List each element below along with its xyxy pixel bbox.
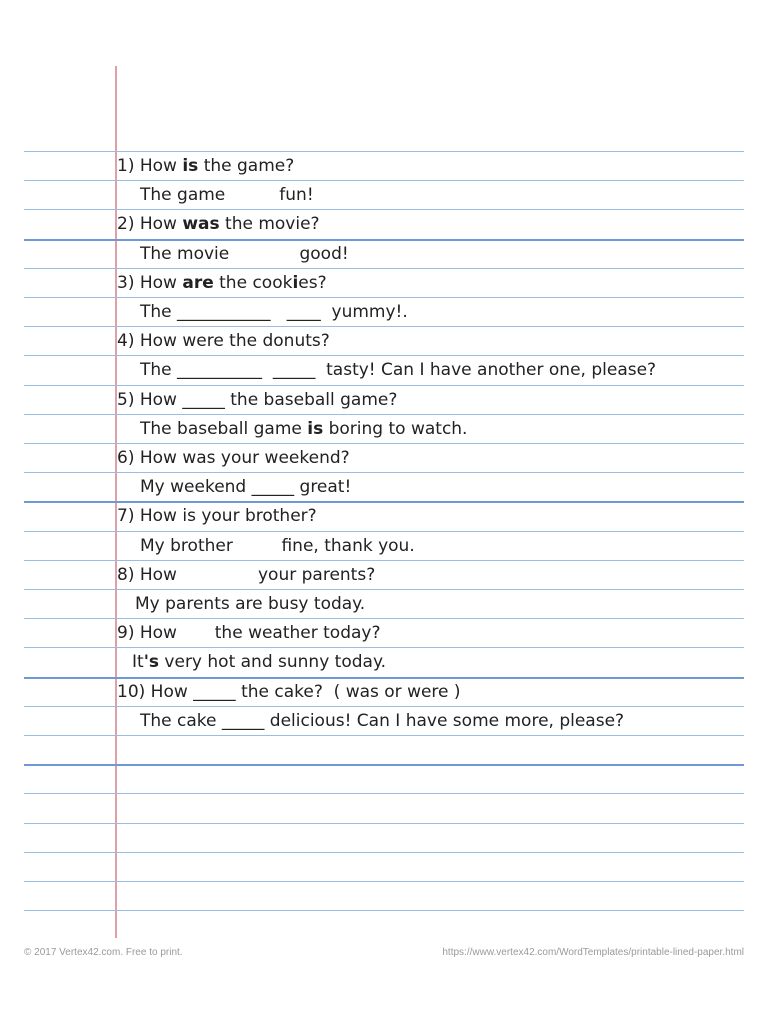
worksheet-line <box>140 474 351 500</box>
line-text: The ___________ ____ yummy!. <box>140 302 408 322</box>
ruled-line <box>24 531 744 532</box>
line-text: The cake _____ delicious! Can I have some more, please? <box>140 711 625 731</box>
line-text: 3) How <box>117 273 183 293</box>
ruled-line <box>24 764 744 766</box>
worksheet-line <box>117 503 317 529</box>
line-text: 7) How is your brother? <box>117 506 317 526</box>
emphasized-text: i <box>292 273 299 293</box>
ruled-line <box>24 180 744 181</box>
line-text: The game fun! <box>140 185 314 205</box>
worksheet-line <box>140 182 314 208</box>
ruled-line <box>24 793 744 794</box>
ruled-line <box>24 268 744 269</box>
ruled-line <box>24 414 744 415</box>
worksheet-line <box>117 620 381 646</box>
line-text: es? <box>298 273 327 293</box>
ruled-line <box>24 706 744 707</box>
worksheet-line <box>140 416 467 442</box>
line-text: 10) How _____ the cake? ( was or were ) <box>117 682 461 702</box>
worksheet-line <box>117 387 397 413</box>
worksheet-line <box>117 270 327 296</box>
line-text: 8) How your parents? <box>117 565 376 585</box>
ruled-line <box>24 239 744 241</box>
line-text: The __________ _____ tasty! Can I have another one, please? <box>140 360 657 380</box>
emphasized-text: is <box>182 156 199 176</box>
emphasized-text: was <box>182 214 220 234</box>
ruled-line <box>24 618 744 619</box>
line-text: very hot and sunny today. <box>159 652 386 672</box>
line-text: The movie good! <box>140 244 349 264</box>
worksheet-line <box>117 445 350 471</box>
ruled-line <box>24 823 744 824</box>
ruled-line <box>24 385 744 386</box>
footer-copyright: © 2017 Vertex42.com. Free to print. <box>24 947 183 958</box>
ruled-line <box>24 297 744 298</box>
emphasized-text: 's <box>143 652 160 672</box>
line-text: It <box>132 652 144 672</box>
ruled-line <box>24 910 744 911</box>
footer-url: https://www.vertex42.com/WordTemplates/printable-lined-paper.html <box>442 947 744 958</box>
line-text: the movie? <box>219 214 320 234</box>
emphasized-text: are <box>182 273 214 293</box>
line-text: My brother fine, thank you. <box>140 536 415 556</box>
line-text: the cook <box>213 273 293 293</box>
ruled-line <box>24 209 744 210</box>
ruled-line <box>24 560 744 561</box>
line-text: My weekend _____ great! <box>140 477 352 497</box>
ruled-line <box>24 472 744 473</box>
worksheet-line <box>140 357 656 383</box>
ruled-line <box>24 326 744 327</box>
worksheet-line <box>135 591 365 617</box>
worksheet-line <box>117 328 330 354</box>
worksheet-line <box>140 241 349 267</box>
worksheet-line <box>117 153 294 179</box>
line-text: boring to watch. <box>323 419 468 439</box>
line-text: The baseball game <box>140 419 308 439</box>
worksheet-line <box>117 211 320 237</box>
worksheet-line <box>117 562 375 588</box>
line-text: 5) How _____ the baseball game? <box>117 390 398 410</box>
worksheet-line <box>140 299 408 325</box>
worksheet-line <box>140 708 624 734</box>
worksheet-line <box>140 533 415 559</box>
line-text: My parents are busy today. <box>135 594 366 614</box>
ruled-line <box>24 647 744 648</box>
worksheet-line <box>132 649 386 675</box>
line-text: the game? <box>198 156 295 176</box>
ruled-line <box>24 735 744 736</box>
ruled-line <box>24 443 744 444</box>
line-text: 2) How <box>117 214 183 234</box>
line-text: 4) How were the donuts? <box>117 331 330 351</box>
line-text: 1) How <box>117 156 183 176</box>
ruled-line <box>24 852 744 853</box>
ruled-line <box>24 589 744 590</box>
ruled-line <box>24 881 744 882</box>
emphasized-text: is <box>307 419 324 439</box>
worksheet-line <box>117 679 461 705</box>
line-text: 6) How was your weekend? <box>117 448 350 468</box>
ruled-line <box>24 151 744 152</box>
ruled-line <box>24 355 744 356</box>
line-text: 9) How the weather today? <box>117 623 381 643</box>
